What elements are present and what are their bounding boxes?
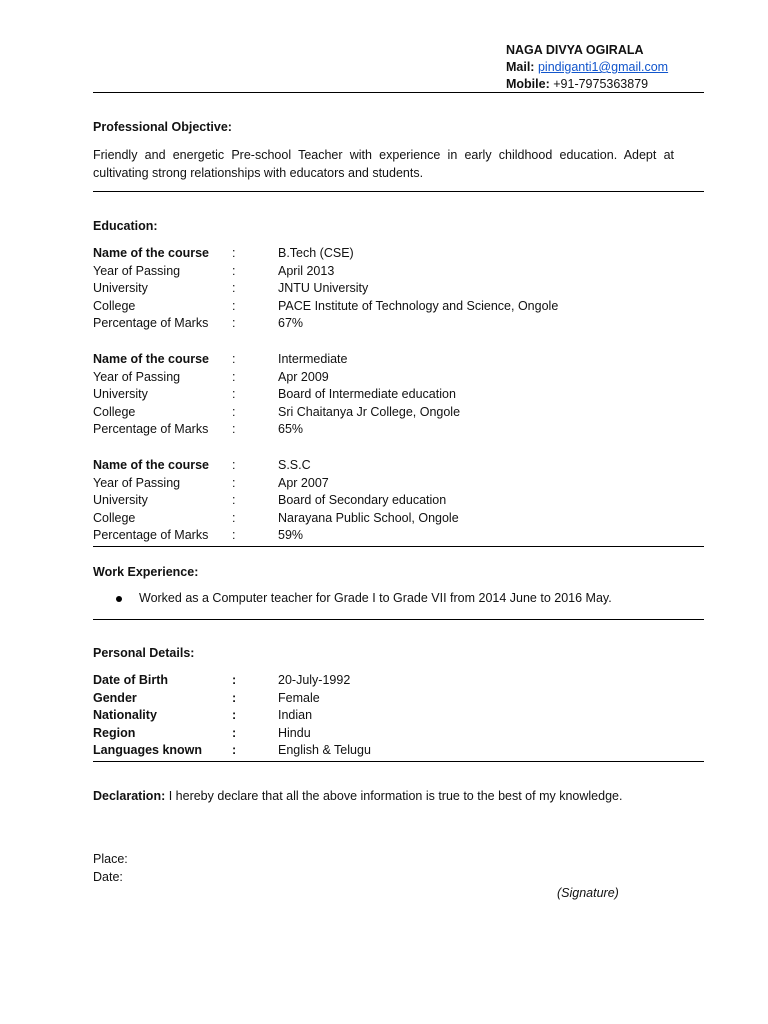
personal-row: [93, 725, 704, 743]
edu-colon: :: [232, 387, 236, 402]
education-entry: [93, 457, 704, 545]
education-entry: [93, 245, 704, 333]
personal-title: Personal Details:: [93, 646, 195, 660]
edu-label: Year of Passing: [93, 263, 181, 278]
personal-value: Female: [278, 690, 320, 705]
personal-label: Languages known: [93, 743, 203, 758]
personal-label: Nationality: [93, 708, 157, 723]
edu-colon: :: [232, 246, 236, 260]
personal-value: Hindu: [278, 725, 311, 740]
work-divider: [93, 619, 704, 620]
place-label: Place:: [93, 852, 128, 866]
edu-colon: :: [232, 369, 236, 384]
edu-value: JNTU University: [278, 281, 369, 296]
edu-colon: :: [232, 352, 236, 366]
personal-label: Region: [93, 725, 136, 740]
edu-value: Intermediate: [278, 352, 348, 366]
edu-value: April 2013: [278, 263, 335, 278]
edu-label: University: [93, 281, 148, 296]
personal-row: [93, 742, 704, 760]
edu-label: Percentage of Marks: [93, 316, 209, 331]
edu-value: Board of Secondary education: [278, 493, 447, 508]
personal-colon: :: [232, 708, 237, 723]
edu-row: [93, 510, 704, 528]
edu-colon: :: [232, 475, 236, 490]
work-item-text: Worked as a Computer teacher for Grade I to Grade VII from 2014 June to 2016 May.: [139, 591, 612, 605]
edu-row: [93, 369, 704, 387]
edu-label: Name of the course: [93, 352, 210, 366]
edu-row: [93, 527, 704, 545]
education-title: Education:: [93, 219, 158, 233]
edu-row: [93, 404, 704, 422]
edu-row: [93, 245, 704, 263]
edu-row: [93, 315, 704, 333]
edu-label: Year of Passing: [93, 475, 181, 490]
edu-value: B.Tech (CSE): [278, 246, 354, 260]
personal-divider: [93, 761, 704, 762]
edu-colon: :: [232, 263, 236, 278]
edu-value: PACE Institute of Technology and Science, Ongole: [278, 298, 559, 313]
edu-value: 65%: [278, 422, 304, 437]
edu-colon: :: [232, 510, 236, 525]
edu-colon: :: [232, 422, 236, 437]
personal-label: Gender: [93, 690, 137, 705]
edu-row: [93, 298, 704, 316]
signature-label: (Signature): [557, 886, 619, 900]
header-divider: [93, 92, 704, 93]
edu-value: 59%: [278, 528, 304, 543]
edu-value: Sri Chaitanya Jr College, Ongole: [278, 404, 461, 419]
edu-colon: :: [232, 281, 236, 296]
edu-colon: :: [232, 316, 236, 331]
edu-row: [93, 351, 704, 369]
objective-divider: [93, 191, 704, 192]
edu-colon: :: [232, 404, 236, 419]
objective-text: Friendly and energetic Pre-school Teacher with experience in early childhood education. Adept at cultivating strong relationships with educators and students.: [93, 148, 674, 180]
declaration-label: Declaration:: [93, 789, 166, 803]
edu-label: Year of Passing: [93, 369, 181, 384]
edu-colon: :: [232, 493, 236, 508]
date-label: Date:: [93, 869, 123, 884]
education-divider: [93, 546, 704, 547]
edu-label: Percentage of Marks: [93, 422, 209, 437]
objective-title: Professional Objective:: [93, 120, 232, 134]
personal-details: [93, 672, 704, 760]
personal-row: [93, 672, 704, 690]
personal-value: English & Telugu: [278, 743, 371, 758]
edu-value: Apr 2009: [278, 369, 329, 384]
edu-label: University: [93, 493, 148, 508]
edu-row: [93, 280, 704, 298]
mail-link[interactable]: pindiganti1@gmail.com: [537, 60, 669, 74]
education-entry: [93, 351, 704, 439]
edu-row: [93, 475, 704, 493]
bullet-icon: [116, 596, 122, 602]
edu-label: College: [93, 298, 136, 313]
edu-value: 67%: [278, 316, 304, 331]
edu-row: [93, 457, 704, 475]
edu-label: Name of the course: [93, 246, 210, 260]
edu-row: [93, 386, 704, 404]
personal-value: 20-July-1992: [278, 673, 351, 687]
personal-label: Date of Birth: [93, 673, 168, 687]
personal-row: [93, 707, 704, 725]
edu-label: University: [93, 387, 148, 402]
contact-header: [506, 42, 668, 93]
edu-row: [93, 421, 704, 439]
edu-row: [93, 263, 704, 281]
personal-colon: :: [232, 690, 237, 705]
edu-label: College: [93, 510, 136, 525]
declaration: [93, 789, 622, 803]
mail-line: [506, 59, 668, 76]
declaration-text: I hereby declare that all the above information is true to the best of my knowledge.: [165, 789, 623, 803]
edu-label: Name of the course: [93, 458, 210, 472]
personal-value: Indian: [278, 708, 313, 723]
personal-colon: :: [232, 743, 237, 758]
edu-value: Narayana Public School, Ongole: [278, 510, 459, 525]
edu-colon: :: [232, 298, 236, 313]
candidate-name: NAGA DIVYA OGIRALA: [506, 43, 644, 57]
mobile-label: Mobile:: [506, 77, 550, 91]
edu-value: Apr 2007: [278, 475, 329, 490]
edu-colon: :: [232, 458, 236, 472]
personal-colon: :: [232, 673, 237, 687]
mobile-line: [506, 76, 668, 93]
work-title: Work Experience:: [93, 565, 199, 579]
edu-label: Percentage of Marks: [93, 528, 209, 543]
edu-value: Board of Intermediate education: [278, 387, 456, 402]
mobile-value: +91-7975363879: [553, 77, 649, 91]
edu-row: [93, 492, 704, 510]
edu-label: College: [93, 404, 136, 419]
place-date: [93, 851, 128, 886]
mail-label: Mail:: [506, 60, 535, 74]
edu-value: S.S.C: [278, 458, 311, 472]
personal-colon: :: [232, 725, 237, 740]
edu-colon: :: [232, 528, 236, 543]
personal-row: [93, 690, 704, 708]
